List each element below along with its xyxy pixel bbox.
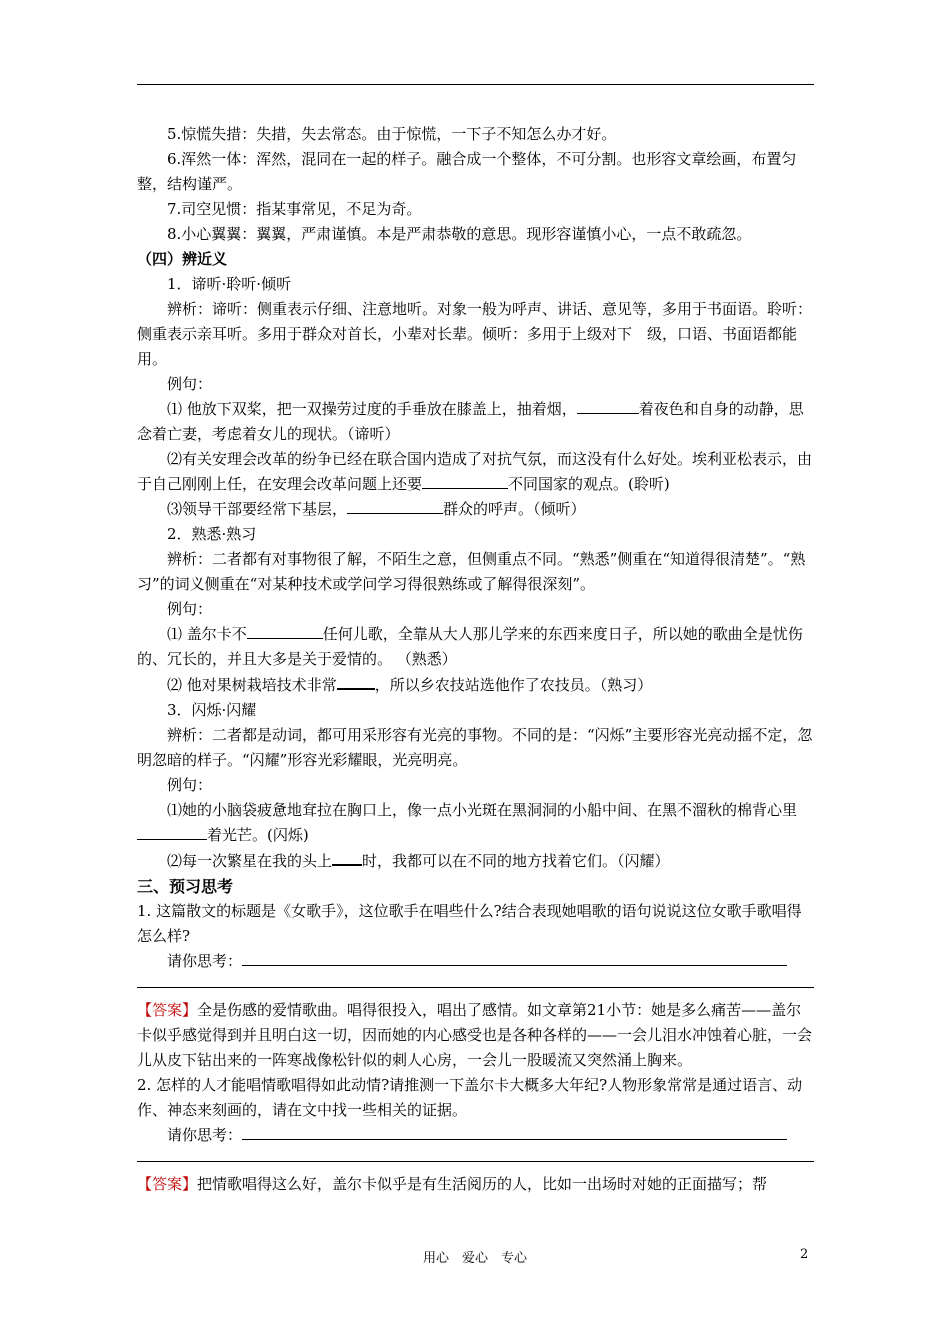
answer-tag: 【答案】	[137, 1175, 198, 1193]
sentence-part: 任何儿歌，全靠从大人那儿学来的东西来度日子，所以她的歌曲全是忧伤的、冗长的，并且大多是关于爱情的。 （熟悉）	[137, 625, 803, 668]
group-2-example-2	[137, 672, 814, 698]
fill-blank	[577, 397, 639, 414]
sentence-part: 着夜色和自身的动静，思念着亡妻，考虑着女儿的现状。（谛听）	[137, 400, 804, 443]
question-1: 1. 这篇散文的标题是《女歌手》，这位歌手在唱些什么?结合表现她唱歌的语句说说这位女歌手歌唱得怎么样?	[137, 902, 802, 945]
group-3-example-1	[137, 798, 814, 848]
section-heading: 三、预习思考	[137, 877, 234, 896]
fill-blank	[422, 472, 508, 489]
document-body	[137, 122, 814, 1197]
idiom-8: 8.小心翼翼：翼翼，严肃谨慎。本是严肃恭敬的意思。现形容谨慎小心，一点不敢疏忽。	[167, 225, 752, 243]
fill-blank	[347, 497, 443, 514]
example-label: 例句：	[167, 776, 213, 794]
sentence-part: ⑴ 盖尔卡不	[167, 625, 247, 643]
sentence-part: ⑵每一次繁星在我的头上	[167, 852, 333, 870]
answer-tag: 【答案】	[137, 1001, 198, 1019]
answer-text: 全是伤感的爱情歌曲。唱得很投入，唱出了感情。如文章第21小节：她是多么痛苦——盖尔卡似乎感觉得到并且明白这一切，因而她的内心感受也是各种各样的——一会儿泪水冲蚀着心脏，一会儿从皮下钻出来的一阵寒战像松针似的刺人心房，一会儿一股暖流又突然涌上胸来。	[137, 1001, 813, 1069]
example-label: 例句：	[167, 600, 213, 618]
idiom-6: 6.浑然一体：浑然，混同在一起的样子。融合成一个整体，不可分割。也形容文章绘画，布置匀整，结构谨严。	[137, 150, 797, 193]
group-2-title: 2．熟悉·熟习	[167, 525, 257, 543]
idiom-5: 5.惊慌失措：失措，失去常态。由于惊慌，一下子不知怎么办才好。	[167, 125, 617, 143]
sentence-part: ⑴ 他放下双桨，把一双操劳过度的手垂放在膝盖上，抽着烟，	[167, 400, 577, 418]
page-footer: 用心 爱心 专心	[422, 1251, 527, 1266]
group-3-title: 3．闪烁·闪耀	[167, 701, 257, 719]
answer-divider	[137, 987, 814, 988]
fill-blank	[332, 848, 362, 866]
answer-divider	[137, 1161, 814, 1162]
sentence-part: ⑵ 他对果树栽培技术非常	[167, 676, 337, 694]
idiom-7: 7.司空见惯：指某事常见，不足为奇。	[167, 200, 422, 218]
sentence-part: 群众的呼声。（倾听）	[443, 500, 586, 518]
group-1-example-1	[137, 397, 814, 447]
fill-blank	[137, 823, 207, 840]
header-rule	[137, 84, 814, 85]
answer-2	[137, 1172, 814, 1197]
group-1-title: 1．谛听·聆听·倾听	[167, 275, 292, 293]
group-1-example-3	[137, 497, 814, 522]
think-label: 请你思考：	[167, 952, 243, 970]
answer-line[interactable]	[242, 1123, 787, 1140]
think-label: 请你思考：	[167, 1126, 243, 1144]
think-prompt	[137, 1123, 814, 1148]
sentence-part: ，所以乡农技站选他作了农技员。（熟习）	[374, 676, 653, 694]
group-1-example-2	[137, 447, 814, 497]
subsection-heading: （四）辨近义	[137, 250, 228, 268]
think-prompt	[137, 949, 814, 974]
group-2-example-1	[137, 622, 814, 672]
sentence-part: ⑶领导干部要经常下基层，	[167, 500, 348, 518]
sentence-part: ⑵有关安理会改革的纷争已经在联合国内造成了对抗气氛，而这没有什么好处。埃利亚松表示，由于自己刚刚上任，在安理会改革问题上还要	[137, 450, 813, 493]
group-2-analysis: 辨析：二者都有对事物很了解，不陌生之意，但侧重点不同。“熟悉”侧重在“知道得很清楚”。“熟习”的词义侧重在“对某种技术或学问学习得很熟练或了解得很深刻”。	[137, 550, 806, 593]
group-3-analysis: 辨析：二者都是动词，都可用采形容有光亮的事物。不同的是：“闪烁”主要形容光亮动摇不定，忽明忽暗的样子。“闪耀”形容光彩耀眼，光亮明亮。	[137, 726, 813, 769]
fill-blank	[247, 622, 323, 639]
sentence-part: 着光芒。(闪烁)	[207, 826, 309, 844]
fill-blank	[337, 672, 375, 690]
answer-line[interactable]	[242, 949, 787, 966]
group-1-analysis: 辨析：谛听：侧重表示仔细、注意地听。对象一般为呼声、讲话、意见等，多用于书面语。聆听：侧重表示亲耳听。多用于群众对首长，小辈对长辈。倾听：多用于上级对下 级，口语、书面语都能用。	[137, 300, 813, 368]
sentence-part: 不同国家的观点。(聆听)	[508, 475, 670, 493]
answer-text: 把情歌唱得这么好，盖尔卡似乎是有生活阅历的人，比如一出场时对她的正面描写；帮	[197, 1175, 768, 1193]
sentence-part: ⑴她的小脑袋疲惫地耷拉在胸口上，像一点小光斑在黑洞洞的小船中间、在黑不溜秋的棉背心里	[167, 801, 798, 819]
answer-1	[137, 998, 814, 1073]
group-3-example-2	[137, 848, 814, 874]
example-label: 例句：	[167, 375, 213, 393]
page-number: 2	[800, 1247, 809, 1262]
sentence-part: 时，我都可以在不同的地方找着它们。（闪耀）	[362, 852, 670, 870]
question-2: 2. 怎样的人才能唱情歌唱得如此动情?请推测一下盖尔卡大概多大年纪?人物形象常常是通过语言、动作、神态来刻画的，请在文中找一些相关的证据。	[137, 1076, 803, 1119]
